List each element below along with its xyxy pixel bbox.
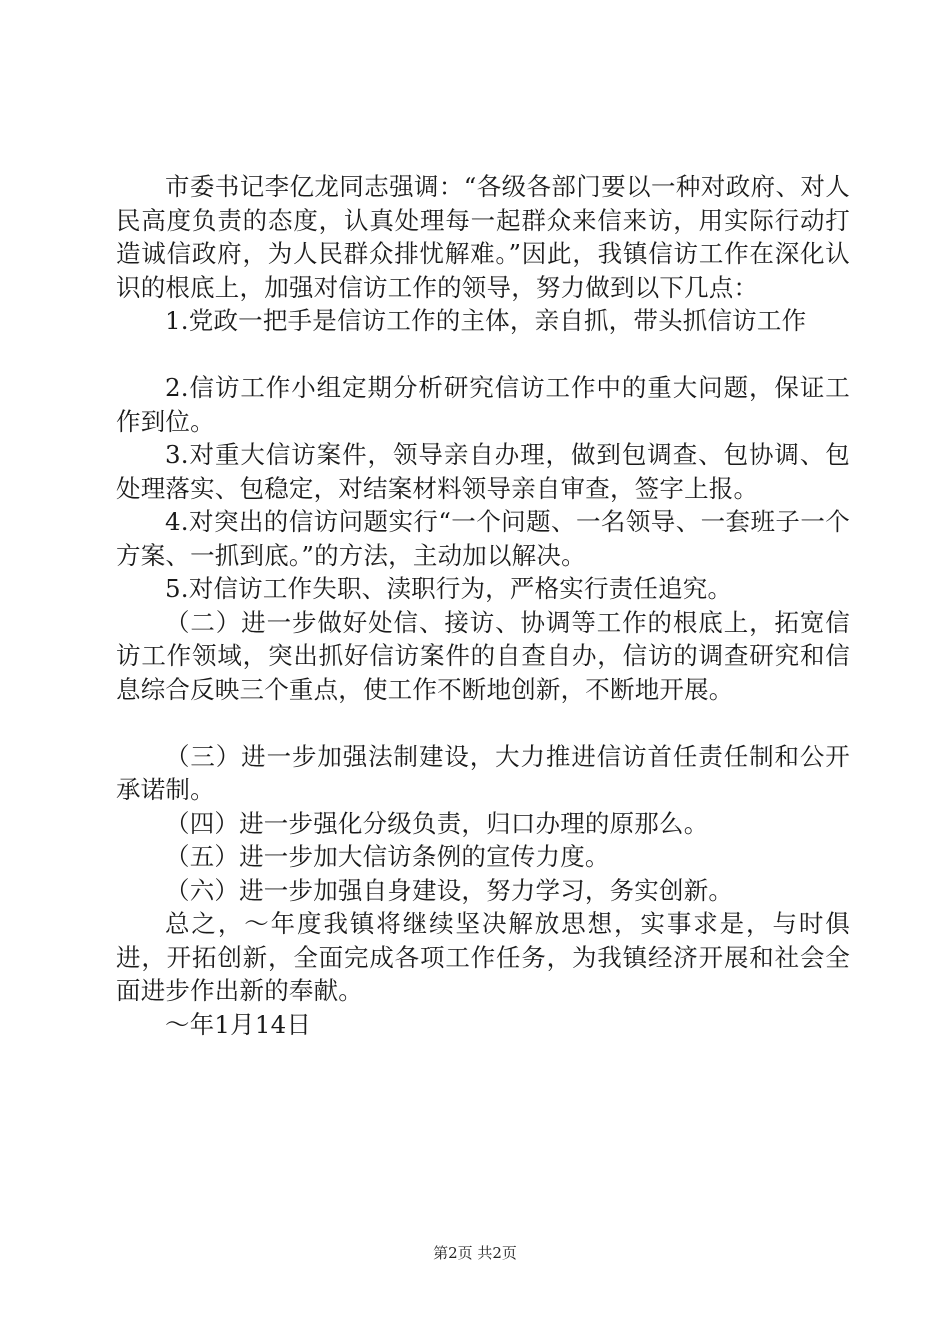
paragraph-intro: 市委书记李亿龙同志强调：“各级各部门要以一种对政府、对人民高度负责的态度，认真处理每一起群众来信来访，用实际行动打造诚信政府，为人民群众排忧解难。”因此，我镇信访工作在深化认识的根底上，加强对信访工作的领导，努力做到以下几点： <box>116 172 850 302</box>
paragraph-item-2: 2.信访工作小组定期分析研究信访工作中的重大问题，保证工作到位。 <box>116 373 850 436</box>
paragraph-spacer <box>116 706 850 740</box>
paragraph-date: ～年1月14日 <box>165 1009 312 1039</box>
paragraph-item-4: 4.对突出的信访问题实行“一个问题、一名领导、一套班子一个方案、一抓到底。”的方法，主动加以解决。 <box>116 507 850 570</box>
document-body <box>116 170 850 1041</box>
paragraph-section-4: （四）进一步强化分级负责，归口办理的原那么。 <box>165 808 709 838</box>
paragraph-conclusion: 总之，～年度我镇将继续坚决解放思想，实事求是，与时俱进，开拓创新，全面完成各项工作任务，为我镇经济开展和社会全面进步作出新的奉献。 <box>116 909 850 1005</box>
paragraph-spacer <box>116 338 850 372</box>
paragraph-item-5: 5.对信访工作失职、渎职行为，严格实行责任追究。 <box>165 574 733 603</box>
paragraph-section-5: （五）进一步加大信访条例的宣传力度。 <box>165 842 610 871</box>
paragraph-section-3: （三）进一步加强法制建设，大力推进信访首任责任制和公开承诺制。 <box>116 741 850 804</box>
paragraph-item-3: 3.对重大信访案件，领导亲自办理，做到包调查、包协调、包处理落实、包稳定，对结案材料领导亲自审查，签字上报。 <box>116 440 850 503</box>
paragraph-section-6: （六）进一步加强自身建设，努力学习，务实创新。 <box>165 875 734 905</box>
page-footer-label: 第2页 共2页 <box>433 1244 517 1262</box>
paragraph-section-2: （二）进一步做好处信、接访、协调等工作的根底上，拓宽信访工作领域，突出抓好信访案件的自查自办，信访的调查研究和信息综合反映三个重点，使工作不断地创新，不断地开展。 <box>116 607 850 704</box>
paragraph-item-1: 1.党政一把手是信访工作的主体，亲自抓，带头抓信访工作 <box>165 306 807 335</box>
